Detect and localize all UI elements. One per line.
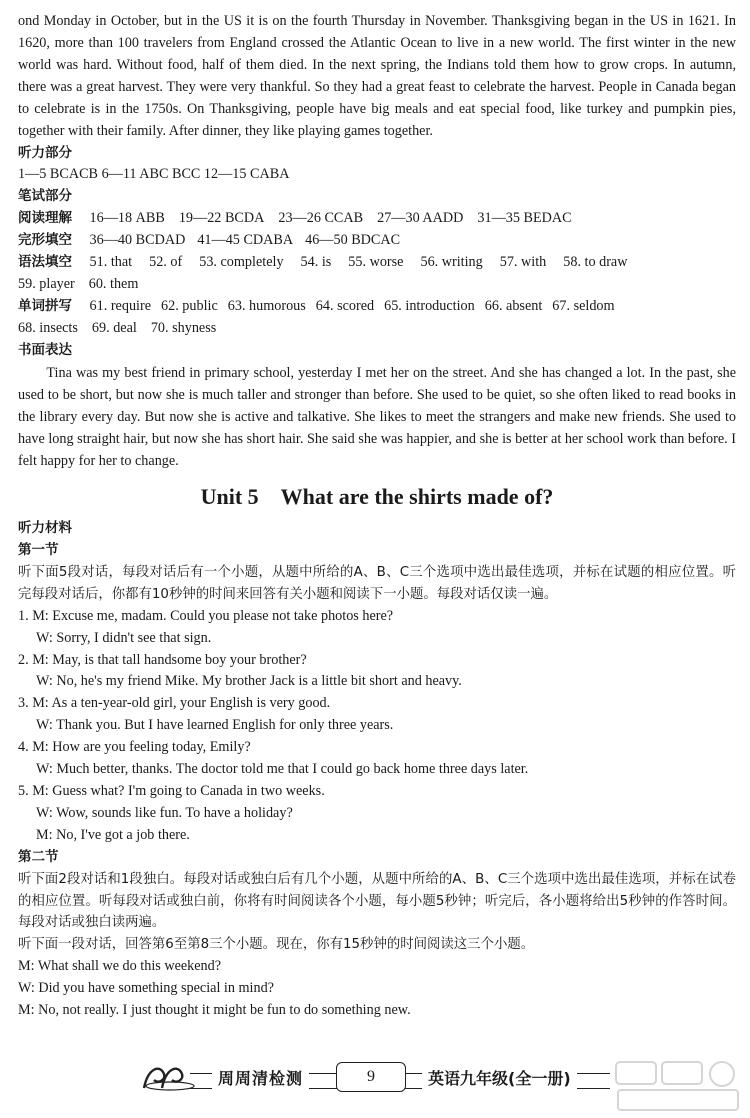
page-footer [140, 1062, 610, 1092]
answer-item: 19—22 BCDA [178, 210, 265, 227]
grammar-answers-row-2 [18, 274, 736, 296]
listening-heading: 听力部分 [18, 144, 72, 161]
dialogue-line: W: Sorry, I didn't see that sign. [36, 629, 212, 646]
dialogue-line: W: Thank you. But I have learned English for only three years. [36, 717, 394, 734]
dialogue-line: 4. M: How are you feeling today, Emily? [18, 739, 251, 756]
unit-title [18, 480, 736, 514]
page-number: 9 [336, 1062, 406, 1092]
answer-item: 65. introduction [384, 297, 475, 314]
page-content [18, 10, 736, 1022]
answer-item: 41—45 CDABA [197, 232, 294, 249]
listening-answers: 1—5 BCACB 6—11 ABC BCC 12—15 CABA [18, 166, 290, 183]
answer-item: 53. completely [199, 254, 284, 271]
section2-heading: 第二节 [18, 848, 59, 865]
logo-icon [140, 1062, 198, 1092]
unit-name: What are the shirts made of? [280, 484, 554, 510]
material-heading: 听力材料 [18, 520, 72, 537]
cloze-label: 完形填空 [18, 232, 72, 249]
dialogue-line: M: No, I've got a job there. [36, 826, 190, 843]
answer-item: 59. player [18, 276, 75, 292]
answer-item: 16—18 ABB [89, 210, 165, 227]
reading-label: 阅读理解 [18, 210, 72, 227]
spelling-answers-row-2 [18, 318, 736, 340]
dialogue-line: 1. M: Excuse me, madam. Could you please not take photos here? [18, 607, 394, 624]
writing-heading: 书面表达 [18, 341, 72, 358]
footer-title-left: 周周清检测 [212, 1066, 309, 1089]
answer-item: 27—30 AADD [377, 210, 464, 227]
answer-item: 36—40 BCDAD [89, 232, 186, 249]
dialogue-line: W: Did you have something special in mind? [18, 980, 274, 997]
answer-item: 57. with [499, 254, 547, 271]
answer-item: 61. require [89, 297, 152, 314]
dialogue-list [18, 606, 736, 847]
answer-item: 54. is [300, 254, 332, 271]
spelling-label: 单词拼写 [18, 297, 72, 314]
dialogue-line: W: No, he's my friend Mike. My brother Jack is a little bit short and heavy. [36, 673, 462, 690]
watermark-icon [612, 1058, 744, 1114]
answer-item: 70. shyness [150, 319, 217, 336]
section2-instructions: 听下面2段对话和1段独白。每段对话或独白后有几个小题，从题中所给的A、B、C三个选项中选出最佳选项，并标在试卷的相应位置。听每段对话或独白前，你将有时间阅读各个小题，每小题5秒钟；听完后，各小题将给出5秒钟的作答时间。每段对话或独白读两遍。 [18, 871, 736, 931]
written-heading: 笔试部分 [18, 188, 72, 205]
answer-item: 31—35 BEDAC [477, 210, 572, 227]
answer-item: 68. insects [18, 319, 78, 336]
answer-item: 63. humorous [227, 297, 306, 314]
reading-answers [90, 210, 586, 226]
dialogue-line: W: Wow, sounds like fun. To have a holiday? [36, 804, 293, 821]
grammar-label: 语法填空 [18, 254, 72, 271]
answer-item: 60. them [88, 276, 139, 292]
dialogue-line: 3. M: As a ten-year-old girl, your English is very good. [18, 695, 331, 712]
footer-title-right: 英语九年级(全一册) [422, 1066, 577, 1089]
answer-item: 23—26 CCAB [278, 210, 364, 227]
answer-item: 67. seldom [552, 297, 615, 314]
dialogue-line: M: What shall we do this weekend? [18, 958, 222, 975]
dialogue-line: 2. M: May, is that tall handsome boy your brother? [18, 651, 307, 668]
answer-item: 69. deal [91, 319, 137, 336]
dialogue-line: 5. M: Guess what? I'm going to Canada in two weeks. [18, 782, 325, 799]
dialogue-2 [18, 956, 736, 1022]
answer-item: 55. worse [348, 254, 404, 271]
grammar-answers-row [18, 252, 736, 274]
answer-item: 66. absent [484, 297, 543, 314]
answer-item: 64. scored [315, 297, 375, 314]
cloze-answers-row [18, 230, 736, 252]
section1-instructions: 听下面5段对话，每段对话后有一个小题，从题中所给的A、B、C三个选项中选出最佳选项，并标在试题的相应位置。听完每段对话后，你都有10秒钟的时间来回答有关小题和阅读下一小题。每段对话仅读一遍。 [18, 564, 736, 602]
cloze-answers [90, 232, 413, 248]
passage-continuation: ond Monday in October, but in the US it is on the fourth Thursday in November. Thanksgiving began in the US in 1621. In 1620, more than 100 travelers from England crossed the Atlantic Ocean to live in a new world. The first winter in the new world was hard. Without food, half of them died. In the next spring, the Indians told them how to grow crops. In autumn, there was a great harvest. They were very thankful. So they had a great feast to celebrate the harvest. People in Canada began to celebrate is in the 1750s. On Thanksgiving, people have big meals and eat special food, like turkey and pumpkin pies, together with their family. After dinner, they like playing games together. [18, 13, 736, 140]
answer-item: 56. writing [420, 254, 483, 271]
answer-item: 58. to draw [563, 254, 628, 271]
dialogue-line: M: No, not really. I just thought it might be fun to do something new. [18, 1002, 411, 1019]
answer-item: 51. that [89, 254, 133, 271]
answer-item: 52. of [149, 254, 183, 271]
section2-instructions-2: 听下面一段对话，回答第6至第8三个小题。现在，你有15秒钟的时间阅读这三个小题。 [18, 937, 535, 953]
unit-number: Unit 5 [200, 484, 259, 510]
spelling-answers [90, 298, 625, 314]
spelling-answers-row [18, 296, 736, 318]
reading-answers-row [18, 208, 736, 230]
grammar-answers [90, 254, 645, 270]
answer-item: 62. public [161, 297, 218, 314]
dialogue-line: W: Much better, thanks. The doctor told me that I could go back home three days later. [36, 761, 529, 778]
answer-item: 46—50 BDCAC [305, 232, 401, 249]
section1-heading: 第一节 [18, 542, 59, 558]
writing-essay: Tina was my best friend in primary school, yesterday I met her on the street. And she has changed a lot. In the past, she used to be short, but now she is much taller and stronger than before. She used to be quiet, so she often liked to read books in the library every day. But now she is active and talkative. She likes to meet the strangers and make new friends. She used to have long straight hair, but now she has short hair. She said she was happier, and she is better at her school work than before. I felt happy for her to change. [18, 364, 736, 469]
